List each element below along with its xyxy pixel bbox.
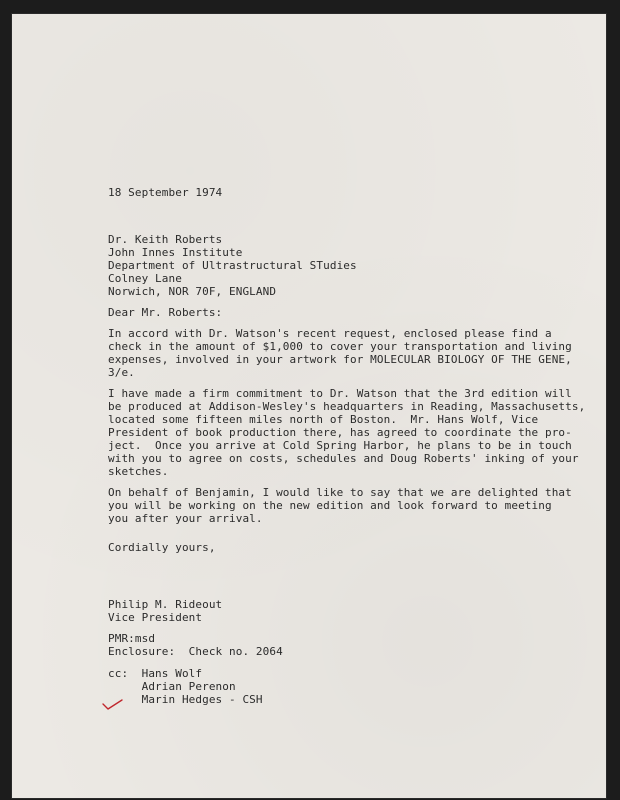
cc-line: Marin Hedges - CSH (108, 693, 263, 706)
paragraph-2-line: I have made a firm commitment to Dr. Watson that the 3rd edition will (108, 387, 572, 400)
enclosure-note: Enclosure: Check no. 2064 (108, 645, 283, 658)
reference-initials: PMR:msd (108, 632, 156, 645)
paragraph-1-line: expenses, involved in your artwork for MOLECULAR BIOLOGY OF THE GENE, (108, 353, 572, 366)
recipient-line: John Innes Institute (108, 246, 243, 259)
red-checkmark-icon (102, 697, 124, 711)
salutation: Dear Mr. Roberts: (108, 306, 223, 319)
letter-date: 18 September 1974 (108, 186, 223, 199)
paragraph-3-line: you after your arrival. (108, 512, 263, 525)
paragraph-2-line: ject. Once you arrive at Cold Spring Harbor, he plans to be in touch (108, 439, 572, 452)
letter-page (12, 14, 606, 798)
paragraph-1-line: 3/e. (108, 366, 135, 379)
cc-line: cc: Hans Wolf (108, 667, 203, 680)
paragraph-1-line: check in the amount of $1,000 to cover your transportation and living (108, 340, 572, 353)
recipient-line: Department of Ultrastructural STudies (108, 259, 357, 272)
closing: Cordially yours, (108, 541, 216, 554)
signer-name: Philip M. Rideout (108, 598, 223, 611)
paragraph-2-line: located some fifteen miles north of Boston. Mr. Hans Wolf, Vice (108, 413, 539, 426)
recipient-line: Norwich, NOR 70F, ENGLAND (108, 285, 277, 298)
paragraph-2-line: with you to agree on costs, schedules and Doug Roberts' inking of your (108, 452, 579, 465)
paragraph-1-line: In accord with Dr. Watson's recent request, enclosed please find a (108, 327, 552, 340)
signer-title: Vice President (108, 611, 203, 624)
paragraph-2-line: President of book production there, has agreed to coordinate the pro- (108, 426, 572, 439)
recipient-line: Colney Lane (108, 272, 182, 285)
paragraph-2-line: sketches. (108, 465, 169, 478)
cc-line: Adrian Perenon (108, 680, 236, 693)
paragraph-2-line: be produced at Addison-Wesley's headquarters in Reading, Massachusetts, (108, 400, 586, 413)
paragraph-3-line: you will be working on the new edition and look forward to meeting (108, 499, 552, 512)
recipient-line: Dr. Keith Roberts (108, 233, 223, 246)
paragraph-3-line: On behalf of Benjamin, I would like to say that we are delighted that (108, 486, 572, 499)
